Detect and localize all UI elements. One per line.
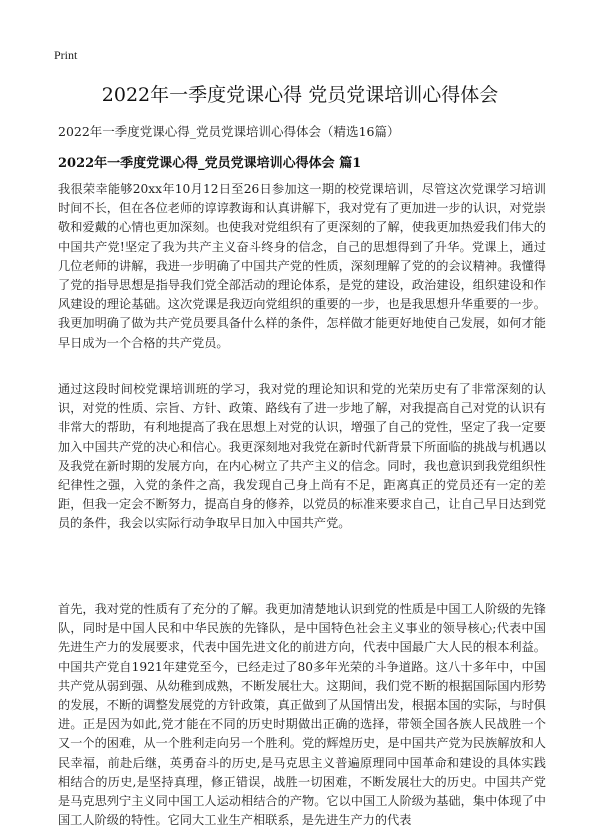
print-label: Print <box>54 48 78 62</box>
paragraph-2: 通过这段时间校党课培训班的学习，我对党的理论知识和党的光荣历史有了非常深刻的认识，对党的性质、宗旨、方针、政策、路线有了进一步地了解，对我提高自己对党的认识有非常大的帮助，有利地提高了我在思想上对党的认识，增强了自己的党性，坚定了我一定要加入中国共产党的决心和信心。我更深刻地对我党在新时代新背景下所面临的挑战与机遇以及我党在新时期的发展方向，在内心树立了共产主义的信念。同时，我也意识到我党组织性纪律性之强，入党的条件之高，我发现自己身上尚有不足，距离真正的党员还有一定的差距，但我一定会不断努力，提高自身的修养，以党员的标准来要求自己，让自己早日达到党员的条件，我会以实际行动争取早日加入中国共产党。 <box>58 382 546 531</box>
document-subtitle: 2022年一季度党课心得_党员党课培训心得体会（精选16篇） <box>58 124 400 139</box>
paragraph-3: 首先，我对党的性质有了充分的了解。我更加清楚地认识到党的性质是中国工人阶级的先锋队，同时是中国人民和中华民族的先锋队，是中国特色社会主义事业的领导核心;代表中国先进生产力的发展要求，代表中国先进文化的前进方向，代表中国最广大人民的根本利益。中国共产党自1921年建党至今，已经走过了80多年光荣的斗争道路。这八十多年中，中国共产党从弱到强、从幼稚到成熟，不断发展壮大。这期间，我们党不断的根据国际国内形势的发展，不断的调整发展党的方针政策，真正做到了从国情出发，根据本国的实际，与时俱进。正是因为如此,党才能在不同的历史时期做出正确的选择，带领全国各族人民战胜一个又一个的困难，从一个胜利走向另一个胜利。党的辉煌历史，是中国共产党为民族解放和人民幸福，前赴后继，英勇奋斗的历史,是马克思主义普遍原理同中国革命和建设的具体实践相结合的历史,是坚持真理，修正错误，战胜一切困难，不断发展壮大的历史。中国共产党是马克思列宁主义同中国工人运动相结合的产物。它以中国工人阶级为基础，集中体现了中国工人阶级的特性。它同大工业生产相联系，是先进生产力的代表 <box>58 602 546 828</box>
page-title: 2022年一季度党课心得 党员党课培训心得体会 <box>101 84 499 106</box>
section-heading: 2022年一季度党课心得_党员党课培训心得体会 篇1 <box>58 156 362 171</box>
paragraph-1: 我很荣幸能够20xx年10月12日至26日参加这一期的校党课培训，尽管这次党课学习培训时间不长，但在各位老师的谆谆教诲和认真讲解下，我对党有了更加进一步的认识，对党崇敬和爱戴的心情也更加深刻。也使我对党组织有了更深刻的了解，使我更加热爱我们伟大的中国共产党!坚定了我为共产主义奋斗终身的信念，自己的思想得到了升华。党课上，通过几位老师的讲解，我进一步明确了中国共产党的性质，深刻理解了党的的会议精神。我懂得了党的指导思想是指导我们党全部活动的理论体系，是党的建设，政治建设，组织建设和作风建设的理论基础。这次党课是我迈向党组织的重要的一步，也是我思想升华重要的一步。我更加明确了做为共产党员要具备什么样的条件，怎样做才能更好地使自己发展，如何才能早日成为一个合格的共产党员。 <box>58 182 546 350</box>
